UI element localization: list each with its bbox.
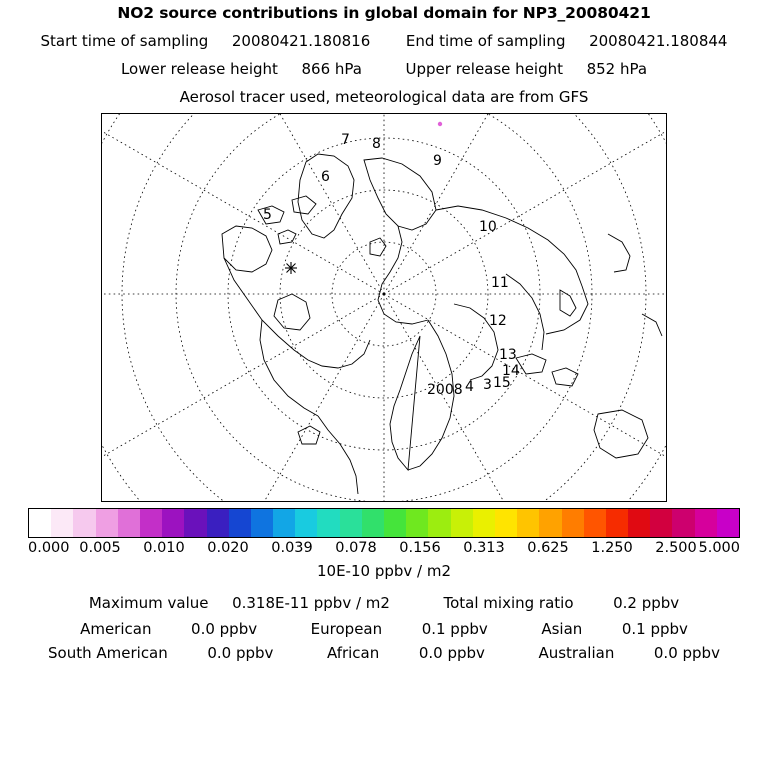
upper-release-value: 852 hPa xyxy=(586,60,648,78)
colorbar-swatch xyxy=(51,509,73,537)
meridian-lines xyxy=(102,114,666,501)
stats-max-line xyxy=(0,594,768,612)
lower-release-label: Lower release height xyxy=(120,60,278,78)
colorbar-swatch xyxy=(650,509,672,537)
region-value-african: 0.0 ppbv xyxy=(418,644,485,662)
colorbar-swatch xyxy=(717,509,739,537)
colorbar-swatch xyxy=(584,509,606,537)
map-graphic xyxy=(102,114,666,501)
upper-release-label: Upper release height xyxy=(405,60,563,78)
start-time-label: Start time of sampling xyxy=(40,32,209,50)
colorbar-ticks xyxy=(0,540,768,558)
colorbar-tick-label: 0.313 xyxy=(463,540,505,556)
region-label-asian: Asian xyxy=(541,620,583,638)
map-label: 5 xyxy=(263,207,272,223)
colorbar-tick-label: 0.625 xyxy=(527,540,569,556)
colorbar-swatch xyxy=(473,509,495,537)
region-value-european: 0.1 ppbv xyxy=(421,620,488,638)
stats-region-row-2 xyxy=(0,644,768,662)
colorbar-swatch xyxy=(340,509,362,537)
colorbar-tick-label: 0.039 xyxy=(271,540,313,556)
colorbar-tick-label: 5.000 xyxy=(698,540,740,556)
region-label-american: American xyxy=(80,620,152,638)
lower-release-value: 866 hPa xyxy=(301,60,362,78)
colorbar xyxy=(28,508,740,538)
map-label: 8 xyxy=(372,136,381,152)
map-label: 15 xyxy=(493,375,511,391)
colorbar-swatch xyxy=(517,509,539,537)
map-label: 12 xyxy=(489,313,507,329)
colorbar-swatch xyxy=(162,509,184,537)
region-label-australian: Australian xyxy=(538,644,615,662)
region-label-south-american: South American xyxy=(48,644,168,662)
colorbar-units-label: 10E-10 ppbv / m2 xyxy=(316,562,452,580)
map-label: 7 xyxy=(341,132,350,148)
region-value-asian: 0.1 ppbv xyxy=(621,620,688,638)
map-label: 4 xyxy=(465,379,474,395)
coastlines xyxy=(222,154,662,494)
region-label-african: African xyxy=(326,644,380,662)
colorbar-swatch xyxy=(495,509,517,537)
colorbar-swatch xyxy=(562,509,584,537)
colorbar-swatch xyxy=(295,509,317,537)
map-label: 9 xyxy=(433,153,442,169)
map-label: 11 xyxy=(491,275,509,291)
colorbar-swatch xyxy=(606,509,628,537)
colorbar-swatch xyxy=(140,509,162,537)
total-mixing-ratio-label: Total mixing ratio xyxy=(443,594,574,612)
max-value-label: Maximum value xyxy=(88,594,209,612)
region-value-south-american: 0.0 ppbv xyxy=(207,644,274,662)
colorbar-swatch xyxy=(384,509,406,537)
colorbar-swatch xyxy=(406,509,428,537)
colorbar-swatch xyxy=(628,509,650,537)
region-value-american: 0.0 ppbv xyxy=(191,620,258,638)
colorbar-swatch xyxy=(451,509,473,537)
colorbar-swatch xyxy=(96,509,118,537)
colorbar-tick-label: 0.010 xyxy=(143,540,185,556)
colorbar-swatch xyxy=(29,509,51,537)
colorbar-swatch xyxy=(672,509,694,537)
colorbar-swatch xyxy=(118,509,140,537)
colorbar-swatch xyxy=(539,509,561,537)
map-label: 10 xyxy=(479,219,497,235)
map-label: 6 xyxy=(321,169,330,185)
total-mixing-ratio-value: 0.2 ppbv xyxy=(613,594,680,612)
stats-region-row-1 xyxy=(0,620,768,638)
page-title: NO2 source contributions in global domain for NP3_20080421 xyxy=(117,4,651,22)
start-time-value: 20080421.180816 xyxy=(231,32,371,50)
max-value-value: 0.318E-11 ppbv / m2 xyxy=(232,594,390,612)
end-time-label: End time of sampling xyxy=(405,32,566,50)
release-height-line xyxy=(0,60,768,78)
colorbar-swatch xyxy=(428,509,450,537)
colorbar-swatch xyxy=(251,509,273,537)
map-label: 3 xyxy=(483,377,492,393)
sampling-time-line xyxy=(0,32,768,50)
map-label: 13 xyxy=(499,347,517,363)
end-time-value: 20080421.180844 xyxy=(589,32,728,50)
colorbar-swatch xyxy=(184,509,206,537)
release-site-star xyxy=(285,262,297,274)
plume-marker xyxy=(438,122,442,126)
colorbar-tick-label: 2.500 xyxy=(655,540,697,556)
region-label-european: European xyxy=(310,620,383,638)
region-value-australian: 0.0 ppbv xyxy=(653,644,720,662)
colorbar-swatch xyxy=(229,509,251,537)
colorbar-swatch xyxy=(317,509,339,537)
colorbar-tick-label: 0.020 xyxy=(207,540,249,556)
colorbar-tick-label: 0.156 xyxy=(399,540,441,556)
map-label: 2008 xyxy=(427,382,463,398)
colorbar-swatch xyxy=(273,509,295,537)
colorbar-tick-label: 0.078 xyxy=(335,540,377,556)
colorbar-swatch xyxy=(207,509,229,537)
colorbar-tick-label: 0.005 xyxy=(79,540,121,556)
colorbar-tick-label: 1.250 xyxy=(591,540,633,556)
tracer-note: Aerosol tracer used, meteorological data are from GFS xyxy=(179,88,589,106)
colorbar-swatch xyxy=(73,509,95,537)
colorbar-swatch xyxy=(695,509,717,537)
colorbar-tick-label: 0.000 xyxy=(28,540,70,556)
colorbar-swatch xyxy=(362,509,384,537)
map-label: 14 xyxy=(502,363,520,379)
map-panel xyxy=(101,113,667,502)
